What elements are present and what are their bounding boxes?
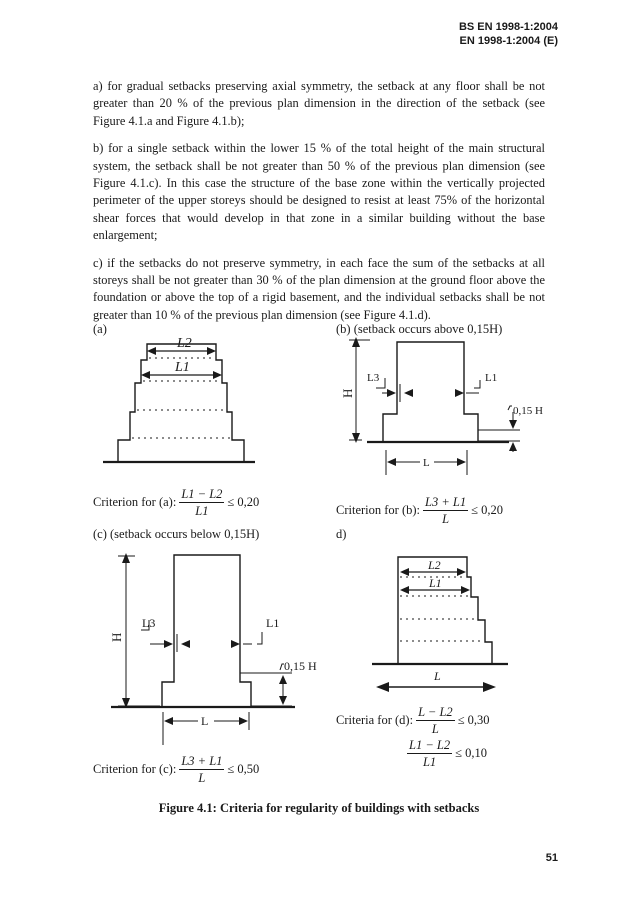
figure-c-dim-l: L (201, 714, 209, 728)
criterion-c-numerator: L3 + L1 (181, 754, 223, 768)
criterion-c-denominator: L (198, 771, 206, 785)
figure-d-dim-l1: L1 (429, 576, 442, 590)
figure-b-dim-h: H (340, 388, 355, 398)
figure-a-label: (a) (93, 322, 107, 336)
criterion-a-numerator: L1 − L2 (181, 487, 223, 501)
figure-d-dim-l2: L2 (428, 558, 441, 572)
paragraph-a: a) for gradual setbacks preserving axial symmetry, the setback at any floor shall be not greater than 20 % of the previous plan dimension in the direction of the setback (see Figure 4.1.a and Figure 4.1.b); (93, 79, 545, 128)
criterion-c-limit: ≤ 0,50 (227, 762, 260, 776)
criterion-b-denominator: L (442, 512, 450, 526)
criterion-b-label: Criterion for (b): (336, 503, 421, 517)
criterion-a-denominator: L1 (195, 504, 209, 518)
criterion-d-2 (404, 738, 487, 769)
figure-a-dim-l1: L1 (175, 360, 190, 375)
criterion-b-numerator: L3 + L1 (425, 495, 467, 509)
criterion-d-2-fraction (407, 738, 452, 769)
figure-b-label: (b) (setback occurs above 0,15H) (336, 322, 503, 336)
criterion-d-2-limit: ≤ 0,10 (455, 746, 487, 760)
criterion-c-label: Criterion for (c): (93, 762, 177, 776)
criterion-d-1 (336, 705, 490, 736)
standard-number-en: EN 1998-1:2004 (E) (459, 35, 558, 47)
figure-b-dim-015h: 0,15 H (513, 405, 543, 417)
figure-c-dim-l3: L3 (142, 616, 156, 630)
figure-b-dim-l1: L1 (485, 372, 498, 384)
criterion-a-limit: ≤ 0,20 (227, 495, 260, 509)
paragraph-c: c) if the setbacks do not preserve symmetry, in each face the sum of the setbacks at all storeys shall be not greater than 30 % of the plan dimension at the ground floor above the foundation or above the top of a rigid basement, and the individual setbacks shall be not greater than 10 % of the previous plan dimension (see Figure 4.1.d). (93, 255, 545, 322)
criterion-d-2-denominator: L1 (422, 755, 437, 769)
criterion-d-1-fraction (416, 705, 455, 736)
figure-b-dim-l: L (423, 457, 430, 469)
figure-d-label: d) (336, 527, 347, 541)
criteria-d-label: Criteria for (d): (336, 713, 414, 727)
figure-c-label: (c) (setback occurs below 0,15H) (93, 527, 260, 541)
figure-c-dim-h: H (109, 632, 124, 642)
paragraph-b: b) for a single setback within the lower 15 % of the total height of the main structural system, the setback shall be not greater than 50 % of the previous plan dimension (see Figure 4.1.c). In this case the structure of the base zone within the vertically projected perimeter of the upper storeys should be designed to resist at least 75% of the horizontal shear forces that would develop in that zone in a similar building without the base enlargement; (93, 141, 545, 243)
figure-d-dim-l: L (434, 669, 441, 683)
criterion-b-limit: ≤ 0,20 (471, 503, 503, 517)
standard-number-bs: BS EN 1998-1:2004 (458, 21, 558, 33)
criterion-d-1-numerator: L − L2 (418, 705, 453, 719)
figure-caption: Figure 4.1: Criteria for regularity of buildings with setbacks (158, 801, 480, 815)
criterion-d-2-numerator: L1 − L2 (409, 738, 451, 752)
figure-b-dim-l3: L3 (367, 372, 380, 384)
criterion-d-1-denominator: L (431, 722, 439, 736)
figure-c-dim-l1: L1 (266, 616, 280, 630)
criterion-d-1-limit: ≤ 0,30 (457, 713, 490, 727)
figure-c-dim-015h: 0,15 H (284, 659, 317, 673)
figure-a-dim-l2: L2 (177, 336, 192, 351)
criterion-a-label: Criterion for (a): (93, 495, 177, 509)
page-number: 51 (545, 852, 558, 864)
